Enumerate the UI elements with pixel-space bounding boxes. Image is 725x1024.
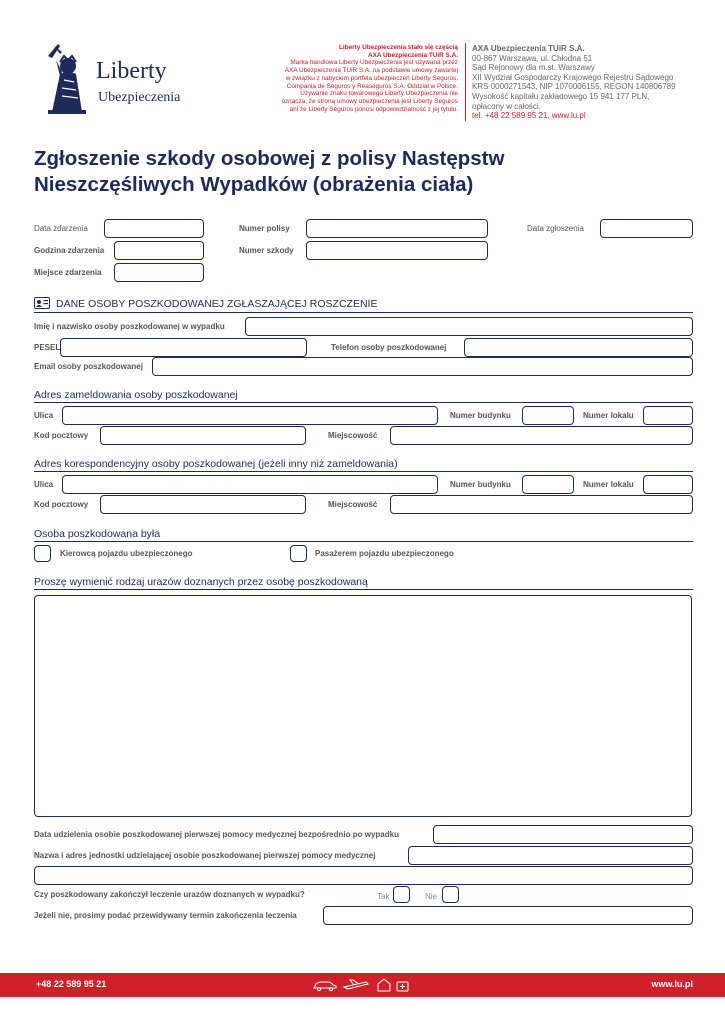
end-date-field[interactable]: [323, 906, 693, 925]
numer-lokalu-label: Numer lokalu: [583, 411, 634, 420]
address-corr-title: Adres korespondencyjny osoby poszkodowanej (jeżeli inny niż zameldowania): [34, 458, 398, 470]
notice-line: Marka handlowa Liberty Ubezpieczenia jest używana przez: [290, 59, 458, 67]
miejscowosc-label: Miejscowość: [328, 431, 378, 440]
numer-lokalu-label: Numer lokalu: [583, 480, 634, 489]
title-line-2: Nieszczęśliwych Wypadków (obrażenia ciała): [34, 173, 474, 196]
footer-website: www.lu.pl: [651, 979, 693, 989]
numer-budynku-label: Numer budynku: [450, 480, 511, 489]
no-checkbox[interactable]: [442, 886, 459, 903]
email-field[interactable]: [152, 357, 693, 376]
miejscowosc-field[interactable]: [390, 495, 693, 514]
yes-checkbox[interactable]: [393, 886, 410, 903]
section-rule: [34, 471, 693, 472]
house-icon: [378, 979, 390, 991]
injuries-textarea[interactable]: [34, 595, 692, 817]
driver-checkbox[interactable]: [34, 545, 51, 562]
first-aid-unit-field-2[interactable]: [34, 866, 693, 885]
first-aid-unit-label: Nazwa i adres jednostki udzielającej osobie poszkodowanej pierwszej pomocy medycznej: [34, 851, 376, 860]
data-zgloszenia-label: Data zgłoszenia: [527, 224, 584, 233]
notice-line: oznacza, że stroną umowy ubezpieczenia jest Liberty Seguros: [281, 97, 458, 105]
notice-line: w związku z nabyciem portfela ubezpieczeń Liberty Seguros,: [285, 74, 458, 82]
ulica-field[interactable]: [62, 475, 438, 494]
kod-label: Kod pocztowy: [34, 500, 89, 509]
medical-kit-icon: [397, 982, 408, 991]
miejscowosc-label: Miejscowość: [328, 500, 378, 509]
notice-line: AXA Ubezpieczenia TUiR S.A. na podstawie umowy zawartej: [284, 67, 458, 75]
numer-polisy-field[interactable]: [306, 219, 488, 238]
logo-sub: Ubezpieczenia: [98, 90, 181, 105]
company-name: AXA Ubezpieczenia TUiR S.A.: [472, 44, 585, 53]
notice-line: Używanie znaku towarowego Liberty Ubezpieczenia nie: [300, 90, 458, 98]
notice-line: Compania de Seguros y Reaseguros S.A. Oddział w Polsce.: [286, 82, 458, 90]
notice-line: ani że Liberty Seguros ponosi odpowiedzialność z jej tytułu.: [289, 105, 458, 113]
section-rule: [34, 402, 693, 403]
numer-budynku-field[interactable]: [522, 475, 574, 494]
phone-field[interactable]: [464, 338, 693, 357]
data-zdarzenia-field[interactable]: [104, 219, 204, 238]
person-section-title: DANE OSOBY POSZKODOWANEJ ZGŁASZAJĄCEJ ROSZCZENIE: [56, 298, 378, 310]
first-aid-date-label: Data udzielenia osobie poszkodowanej pierwszej pomocy medycznej bezpośrednio po wypadku: [34, 830, 399, 839]
section-rule: [34, 312, 693, 313]
passenger-checkbox[interactable]: [290, 545, 307, 562]
numer-szkody-label: Numer szkody: [239, 246, 294, 255]
logo-brand: Liberty: [96, 58, 167, 84]
driver-label: Kierowcą pojazdu ubezpieczonego: [60, 549, 193, 558]
pesel-label: PESEL: [34, 343, 61, 352]
data-zdarzenia-label: Data zdarzenia: [34, 224, 88, 233]
company-contact: tel. +48 22 589 95 21, www.lu.pl: [472, 111, 586, 121]
name-label: Imię i nazwisko osoby poszkodowanej w wypadku: [34, 322, 225, 331]
miejsce-zdarzenia-label: Miejsce zdarzenia: [34, 268, 102, 277]
phone-label: Telefon osoby poszkodowanej: [331, 343, 447, 352]
notice-line: Liberty Ubezpieczenia stało się częścią: [339, 44, 458, 51]
section-rule: [34, 589, 693, 590]
yes-label: Tak: [377, 892, 390, 901]
first-aid-date-field[interactable]: [433, 825, 693, 844]
numer-budynku-label: Numer budynku: [450, 411, 511, 420]
car-icon: [314, 982, 336, 991]
notice-line: AXA Ubezpieczenia TUiR S.A.: [368, 51, 458, 59]
ulica-field[interactable]: [62, 406, 438, 425]
company-line: Sąd Rejonowy dla m.st. Warszawy: [472, 63, 595, 73]
pesel-field[interactable]: [60, 338, 307, 357]
no-label: Nie: [425, 892, 438, 901]
company-line: XII Wydział Gospodarczy Krajowego Rejestru Sądowego: [472, 72, 674, 82]
id-card-icon: [34, 297, 50, 309]
address-reg-title: Adres zameldowania osoby poszkodowanej: [34, 389, 238, 401]
miejscowosc-field[interactable]: [390, 426, 693, 445]
company-line: opłacony w całości.: [472, 101, 541, 111]
numer-szkody-field[interactable]: [306, 241, 488, 260]
ulica-label: Ulica: [34, 411, 54, 420]
liberty-logo: [38, 42, 198, 114]
footer-phone: +48 22 589 95 21: [36, 979, 107, 989]
miejsce-zdarzenia-field[interactable]: [114, 263, 204, 282]
numer-budynku-field[interactable]: [522, 406, 574, 425]
data-zgloszenia-field[interactable]: [600, 219, 693, 238]
company-info: [472, 44, 676, 121]
end-date-label: Jeżeli nie, prosimy podać przewidywany termin zakończenia leczenia: [34, 911, 297, 920]
title-line-1: Zgłoszenie szkody osobowej z polisy Następstw: [34, 147, 505, 170]
section-rule: [34, 541, 693, 542]
statue-of-liberty-icon: [38, 42, 96, 114]
numer-lokalu-field[interactable]: [643, 406, 693, 425]
kod-field[interactable]: [100, 426, 306, 445]
name-field[interactable]: [245, 317, 693, 336]
godzina-zdarzenia-label: Godzina zdarzenia: [34, 246, 105, 255]
ulica-label: Ulica: [34, 480, 54, 489]
treatment-done-label: Czy poszkodowany zakończył leczenie urazów doznanych w wypadku?: [34, 890, 305, 899]
kod-label: Kod pocztowy: [34, 431, 89, 440]
numer-lokalu-field[interactable]: [643, 475, 693, 494]
numer-polisy-label: Numer polisy: [239, 224, 290, 233]
plane-icon: [344, 980, 368, 989]
kod-field[interactable]: [100, 495, 306, 514]
company-line: 00-867 Warszawa, ul. Chłodna 51: [472, 53, 593, 63]
insurance-icons: [312, 977, 412, 993]
header-divider: [465, 43, 466, 121]
passenger-label: Pasażerem pojazdu ubezpieczonego: [315, 549, 454, 558]
first-aid-unit-field[interactable]: [408, 846, 693, 865]
godzina-zdarzenia-field[interactable]: [114, 241, 204, 260]
injuries-title: Proszę wymienić rodzaj urazów doznanych przez osobę poszkodowaną: [34, 576, 368, 588]
company-line: KRS 0000271543, NIP 1070006155, REGON 140806789: [472, 82, 676, 92]
role-title: Osoba poszkodowana była: [34, 528, 161, 540]
brand-notice: [252, 44, 458, 113]
footer-bar: [0, 973, 725, 997]
email-label: Email osoby poszkodowanej: [34, 362, 143, 371]
page-title: [34, 146, 504, 198]
company-line: Wysokość kapitału zakładowego 15 941 177 PLN,: [472, 91, 650, 101]
